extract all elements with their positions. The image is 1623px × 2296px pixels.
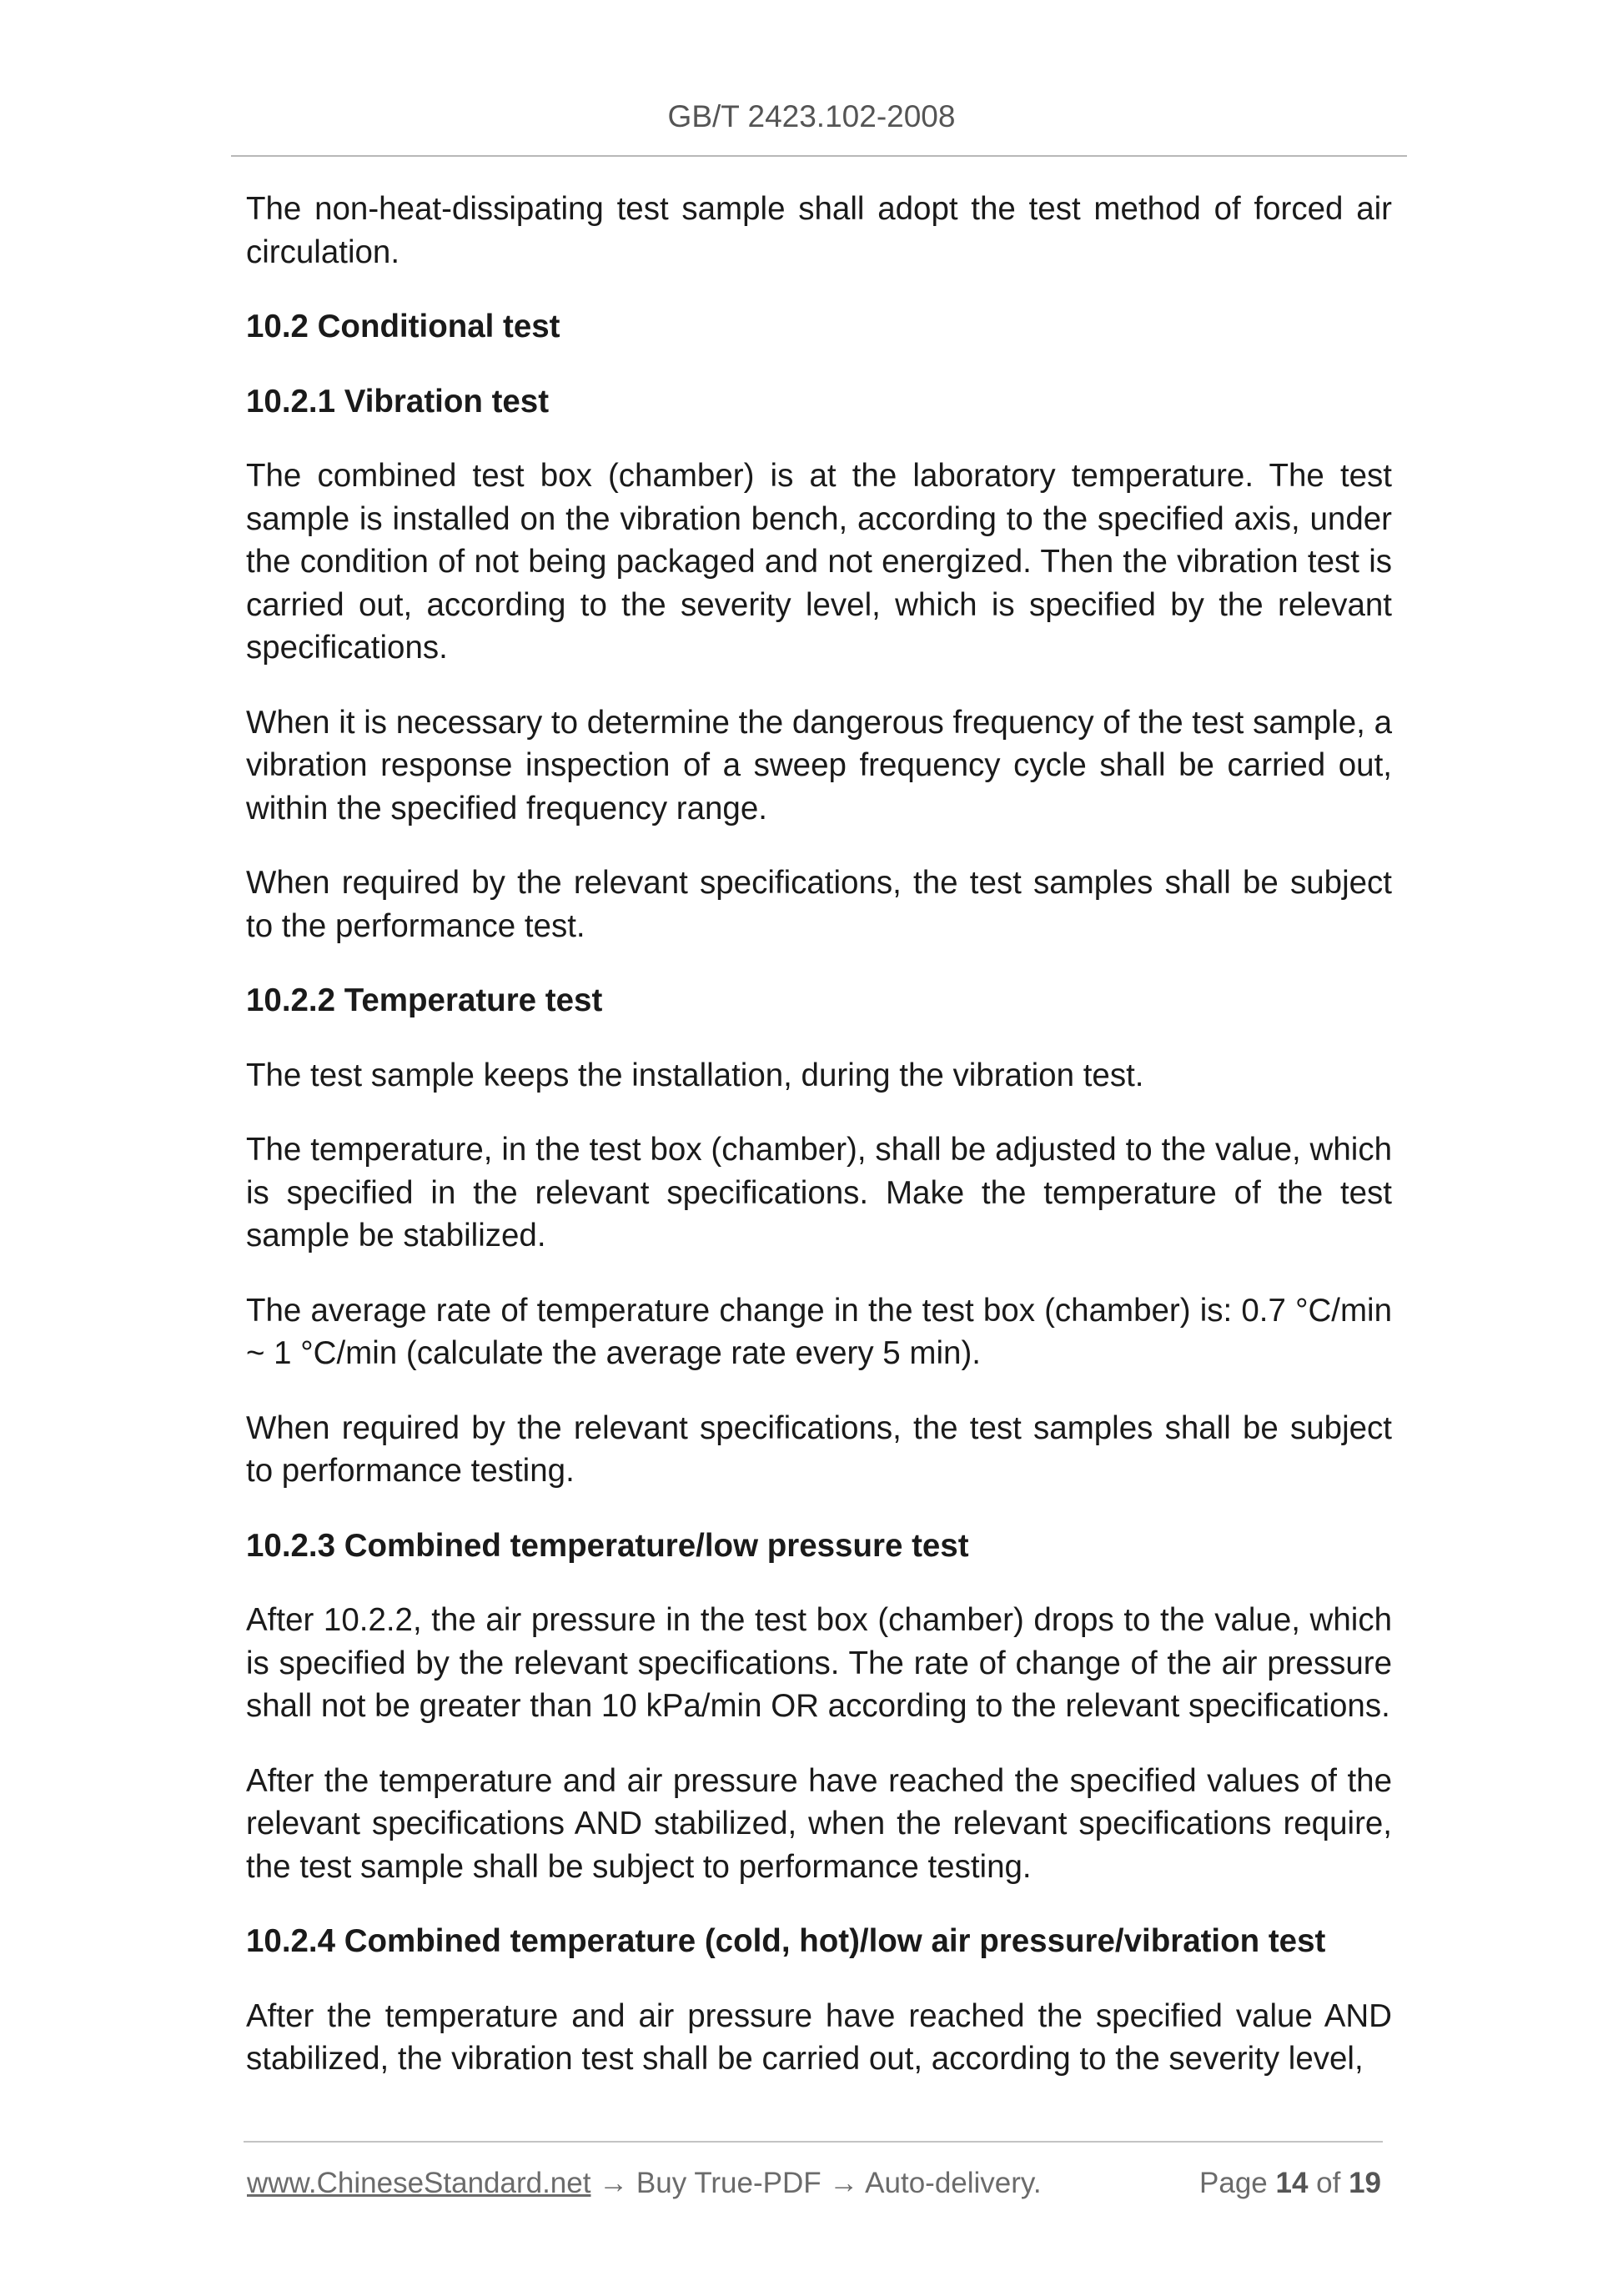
- page-header-standard-code: GB/T 2423.102-2008: [667, 99, 956, 133]
- document-body: [246, 188, 1392, 2113]
- paragraph-vibration-setup: The combined test box (chamber) is at the laboratory temperature. The test sample is installed on the vibration bench, according to the specified axis, under the condition of not being packaged and not energized. Then the vibration test is carried out, according to the severity level, which is specified by the relevant specifications.: [246, 458, 1392, 666]
- paragraph-performance-testing: When required by the relevant specifications, the test samples shall be subject to performance testing.: [246, 1409, 1392, 1489]
- page-of: of: [1308, 2167, 1349, 2199]
- paragraph-forced-air: The non-heat-dissipating test sample shall adopt the test method of forced air circulation.: [246, 191, 1392, 270]
- paragraph-air-pressure-drop: After 10.2.2, the air pressure in the test box (chamber) drops to the value, which is specified by the relevant specifications. The rate of change of the air pressure shall not be greater than 10 kPa/min OR according to the relevant specifications.: [246, 1602, 1392, 1724]
- heading-10-2: 10.2 Conditional test: [246, 309, 560, 344]
- footer-tagline: → Buy True-PDF → Auto-delivery.: [590, 2167, 1042, 2199]
- heading-10-2-2: 10.2.2 Temperature test: [246, 982, 603, 1018]
- paragraph-stabilized-performance: After the temperature and air pressure have reached the specified values of the relevant specifications AND stabilized, when the relevant specifications require, the test sample shall be subject to performance testing.: [246, 1762, 1392, 1885]
- paragraph-dangerous-frequency: When it is necessary to determine the dangerous frequency of the test sample, a vibration response inspection of a sweep frequency cycle shall be carried out, within the specified frequency range.: [246, 704, 1392, 826]
- page-total: 19: [1349, 2167, 1381, 2199]
- heading-10-2-3: 10.2.3 Combined temperature/low pressure test: [246, 1527, 969, 1564]
- paragraph-performance-test: When required by the relevant specifications, the test samples shall be subject to the performance test.: [246, 865, 1392, 944]
- paragraph-temperature-rate: The average rate of temperature change in the test box (chamber) is: 0.7 °C/min ~ 1 °C/min (calculate the average rate every 5 min).: [246, 1292, 1392, 1371]
- heading-10-2-1: 10.2.1 Vibration test: [246, 383, 550, 420]
- paragraph-combined-vibration: After the temperature and air pressure have reached the specified value AND stabilized, the vibration test shall be carried out, according to the severity level,: [246, 1997, 1392, 2077]
- paragraph-keeps-installation: The test sample keeps the installation, during the vibration test.: [246, 1057, 1144, 1093]
- footer-promo: [247, 2164, 1042, 2203]
- paragraph-temperature-adjust: The temperature, in the test box (chamber), shall be adjusted to the value, which is specified in the relevant specifications. Make the temperature of the test sample be stabilized.: [246, 1132, 1392, 1254]
- heading-10-2-4: 10.2.4 Combined temperature (cold, hot)/low air pressure/vibration test: [246, 1923, 1326, 1959]
- page-label: Page: [1199, 2167, 1276, 2199]
- footer-divider: [244, 2141, 1383, 2143]
- page-current: 14: [1275, 2167, 1309, 2199]
- header-divider: [231, 155, 1407, 157]
- website-link[interactable]: www.ChineseStandard.net: [247, 2167, 591, 2199]
- page-number: [1199, 2164, 1381, 2203]
